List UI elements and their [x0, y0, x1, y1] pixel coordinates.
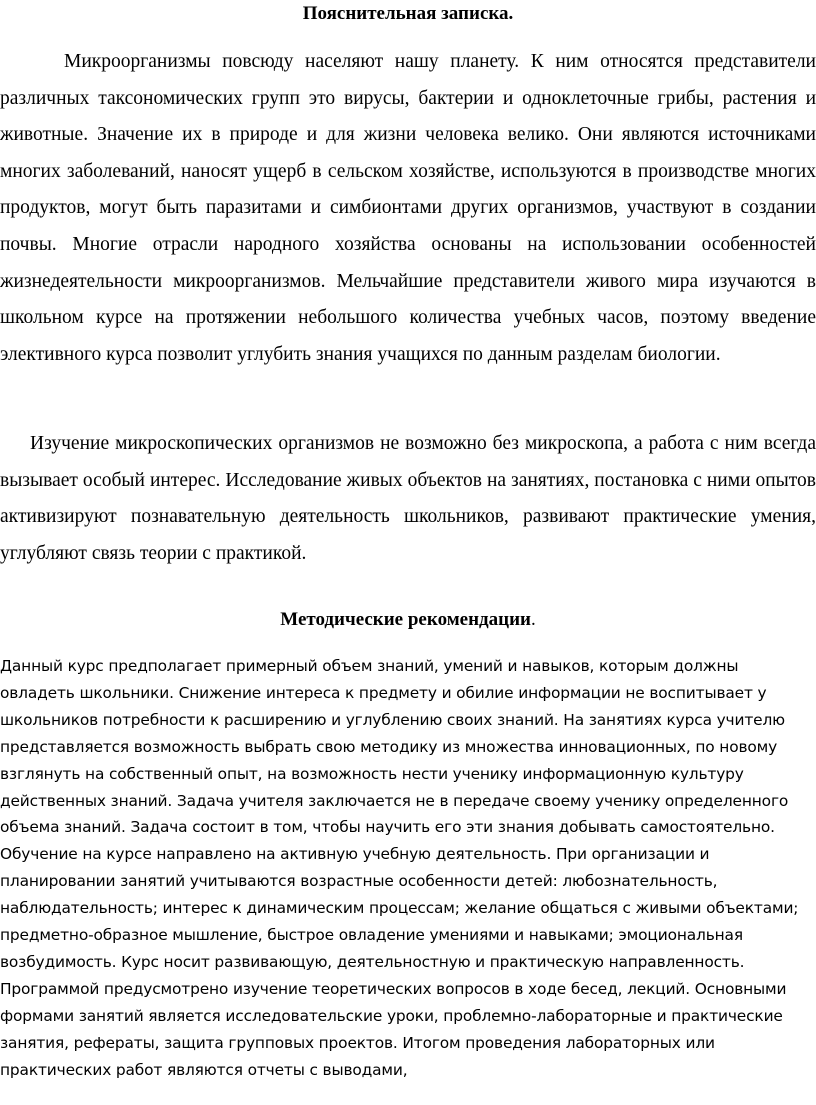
text-line: возбудимость. Курс носит развивающую, деятельностную и практическую направленность. [0, 952, 745, 971]
text-line: овладеть школьники. Снижение интереса к предмету и обилие информации не воспитывает у [0, 683, 767, 702]
text-line: представляется возможность выбрать свою методику из множества инновационных, по новому [0, 737, 778, 756]
text-line: действенных знаний. Задача учителя заключается не в передаче своему ученику определенного [0, 791, 789, 810]
text-line: наблюдательность; интерес к динамическим процессам; желание общаться с живыми объектами; [0, 899, 799, 918]
text-line: практических работ являются отчеты с выводами, [0, 1060, 408, 1079]
recommendations-text [0, 653, 812, 1084]
section-heading [0, 608, 816, 632]
text-line: взглянуть на собственный опыт, на возможность нести ученику информационную культуру [0, 764, 744, 783]
text-line: школьников потребности к расширению и углублению своих знаний. На занятиях курса учителю [0, 710, 785, 729]
text-line: предметно-образное мышление, быстрое овладение умениями и навыками; эмоциональная [0, 926, 743, 945]
section-heading-text: Методические рекомендации [280, 609, 531, 630]
intro-paragraph: Микроорганизмы повсюду населяют нашу планету. К ним относятся представители различных таксономических групп это вирусы, бактерии и одноклеточные грибы, растения и животные. Значение их в природе и для жизни человека велико. Они являются источниками многих заболеваний, наносят ущерб в сельском хозяйстве, используются в производстве многих продуктов, могут быть паразитами и симбионтами других организмов, участвуют в создании почвы. Многие отрасли народного хозяйства основаны на использовании особенностей жизнедеятельности микроорганизмов. Мельчайшие представители живого мира изучаются в школьном курсе на протяжении небольшого количества учебных часов, поэтому введение элективного курса позволит углубить знания учащихся по данным разделам биологии. [0, 51, 816, 365]
microscope-paragraph: Изучение микроскопических организмов не возможно без микроскопа, а работа с ним всегда вызывает особый интерес. Исследование живых объектов на занятиях, постановка с ними опытов активизируют познавательную деятельность школьников, развивают практические умения, углубляют связь теории с практикой. [0, 433, 816, 564]
document-title: Пояснительная записка. [302, 3, 514, 24]
text-line: Данный курс предполагает примерный объем знаний, умений и навыков, которым должны [0, 657, 739, 675]
text-line: Обучение на курсе направлено на активную учебную деятельность. При организации и [0, 845, 710, 864]
section-heading-period: . [530, 609, 536, 630]
text-line: объема знаний. Задача состоит в том, чтобы научить его эти знания добывать самостоятельно. [0, 818, 775, 837]
text-line: Программой предусмотрено изучение теоретических вопросов в ходе бесед, лекций. Основными [0, 979, 787, 998]
text-line: планировании занятий учитываются возрастные особенности детей: любознательность, [0, 872, 718, 891]
text-line: занятия, рефераты, защита групповых проектов. Итогом проведения лабораторных или [0, 1033, 715, 1052]
text-line: формами занятий является исследовательские уроки, проблемно-лабораторные и практические [0, 1006, 783, 1025]
